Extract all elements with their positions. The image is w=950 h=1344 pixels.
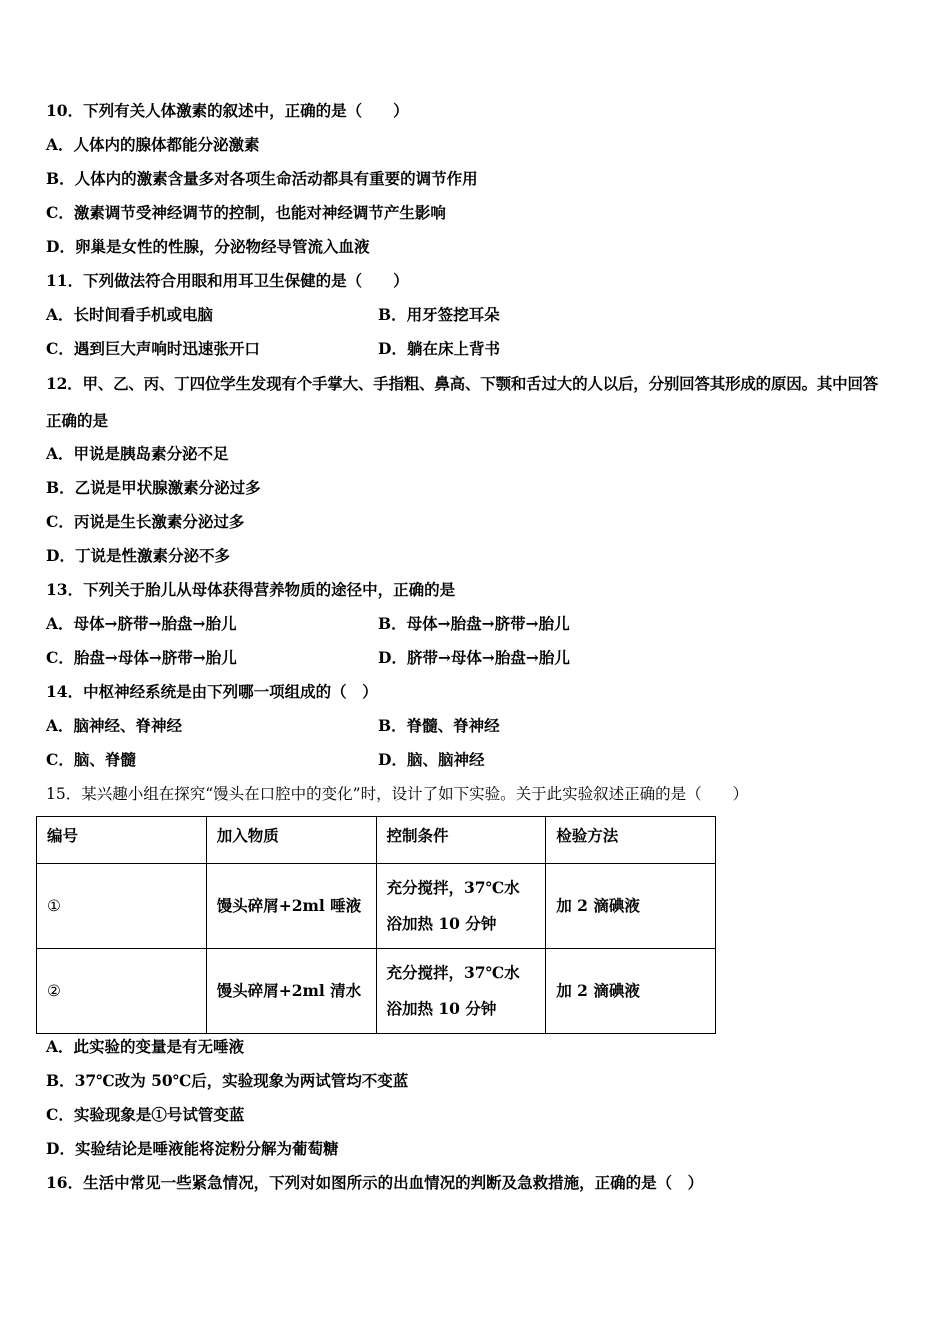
question-13-stem: 13．下列关于胎儿从母体获得营养物质的途径中，正确的是 bbox=[46, 580, 456, 599]
header-cell-method: 检验方法 bbox=[546, 817, 716, 864]
experiment-table bbox=[36, 816, 716, 1034]
q13-option-c[interactable]: C．胎盘→母体→脐带→胎儿 bbox=[46, 648, 237, 667]
table-header-row bbox=[37, 817, 716, 864]
cell-condition bbox=[376, 864, 546, 949]
cell-condition-line1: 充分搅拌，37℃水 bbox=[386, 963, 520, 982]
q14-option-d[interactable]: D．脑、脑神经 bbox=[378, 750, 485, 769]
q13-option-a[interactable]: A．母体→脐带→胎盘→胎儿 bbox=[46, 614, 237, 633]
q14-option-c[interactable]: C．脑、脊髓 bbox=[46, 750, 136, 769]
question-12-stem-line2: 正确的是 bbox=[46, 411, 109, 430]
q15-option-a[interactable]: A．此实验的变量是有无唾液 bbox=[46, 1037, 245, 1056]
cell-number: ② bbox=[37, 949, 207, 1034]
q14-option-b[interactable]: B．脊髓、脊神经 bbox=[378, 716, 500, 735]
question-10-stem: 10．下列有关人体激素的叙述中，正确的是（ ） bbox=[46, 101, 409, 120]
table-row bbox=[37, 949, 716, 1034]
table-row bbox=[37, 864, 716, 949]
question-16-stem: 16．生活中常见一些紧急情况，下列对如图所示的出血情况的判断及急救措施，正确的是（ ） bbox=[46, 1173, 704, 1192]
cell-condition-line2: 浴加热 10 分钟 bbox=[386, 914, 497, 933]
q11-option-c[interactable]: C．遇到巨大声响时迅速张开口 bbox=[46, 339, 260, 358]
cell-method: 加 2 滴碘液 bbox=[546, 949, 716, 1034]
q15-option-b[interactable]: B．37℃改为 50℃后，实验现象为两试管均不变蓝 bbox=[46, 1071, 409, 1090]
header-cell-substance: 加入物质 bbox=[206, 817, 376, 864]
q10-option-b[interactable]: B．人体内的激素含量多对各项生命活动都具有重要的调节作用 bbox=[46, 169, 478, 188]
q11-option-a[interactable]: A．长时间看手机或电脑 bbox=[46, 305, 214, 324]
q14-option-a[interactable]: A．脑神经、脊神经 bbox=[46, 716, 183, 735]
q15-option-c[interactable]: C．实验现象是①号试管变蓝 bbox=[46, 1105, 245, 1124]
header-cell-number: 编号 bbox=[37, 817, 207, 864]
cell-condition bbox=[376, 949, 546, 1034]
question-15-stem: 15．某兴趣小组在探究“馒头在口腔中的变化”时，设计了如下实验。关于此实验叙述正确的是（ ） bbox=[46, 785, 749, 803]
q15-option-d[interactable]: D．实验结论是唾液能将淀粉分解为葡萄糖 bbox=[46, 1139, 339, 1158]
cell-condition-line2: 浴加热 10 分钟 bbox=[386, 999, 497, 1018]
cell-substance: 馒头碎屑+2ml 唾液 bbox=[206, 864, 376, 949]
question-11-stem: 11．下列做法符合用眼和用耳卫生保健的是（ ） bbox=[46, 271, 409, 290]
q12-option-a[interactable]: A．甲说是胰岛素分泌不足 bbox=[46, 444, 229, 463]
q11-option-b[interactable]: B．用牙签挖耳朵 bbox=[378, 305, 500, 324]
header-cell-condition: 控制条件 bbox=[376, 817, 546, 864]
cell-method: 加 2 滴碘液 bbox=[546, 864, 716, 949]
q13-option-d[interactable]: D．脐带→母体→胎盘→胎儿 bbox=[378, 648, 570, 667]
cell-substance: 馒头碎屑+2ml 清水 bbox=[206, 949, 376, 1034]
cell-number: ① bbox=[37, 864, 207, 949]
q12-option-b[interactable]: B．乙说是甲状腺激素分泌过多 bbox=[46, 478, 261, 497]
q10-option-a[interactable]: A．人体内的腺体都能分泌激素 bbox=[46, 135, 260, 154]
question-12-stem-line1: 12．甲、乙、丙、丁四位学生发现有个手掌大、手指粗、鼻高、下颚和舌过大的人以后，分别回答其形成的原因。其中回答 bbox=[46, 374, 879, 393]
question-14-stem: 14．中枢神经系统是由下列哪一项组成的（ ） bbox=[46, 682, 378, 701]
cell-condition-line1: 充分搅拌，37℃水 bbox=[386, 878, 520, 897]
q12-option-c[interactable]: C．丙说是生长激素分泌过多 bbox=[46, 512, 245, 531]
q13-option-b[interactable]: B．母体→胎盘→脐带→胎儿 bbox=[378, 614, 570, 633]
q12-option-d[interactable]: D．丁说是性激素分泌不多 bbox=[46, 546, 230, 565]
q10-option-c[interactable]: C．激素调节受神经调节的控制，也能对神经调节产生影响 bbox=[46, 203, 446, 222]
q11-option-d[interactable]: D．躺在床上背书 bbox=[378, 339, 500, 358]
q10-option-d[interactable]: D．卵巢是女性的性腺，分泌物经导管流入血液 bbox=[46, 237, 370, 256]
